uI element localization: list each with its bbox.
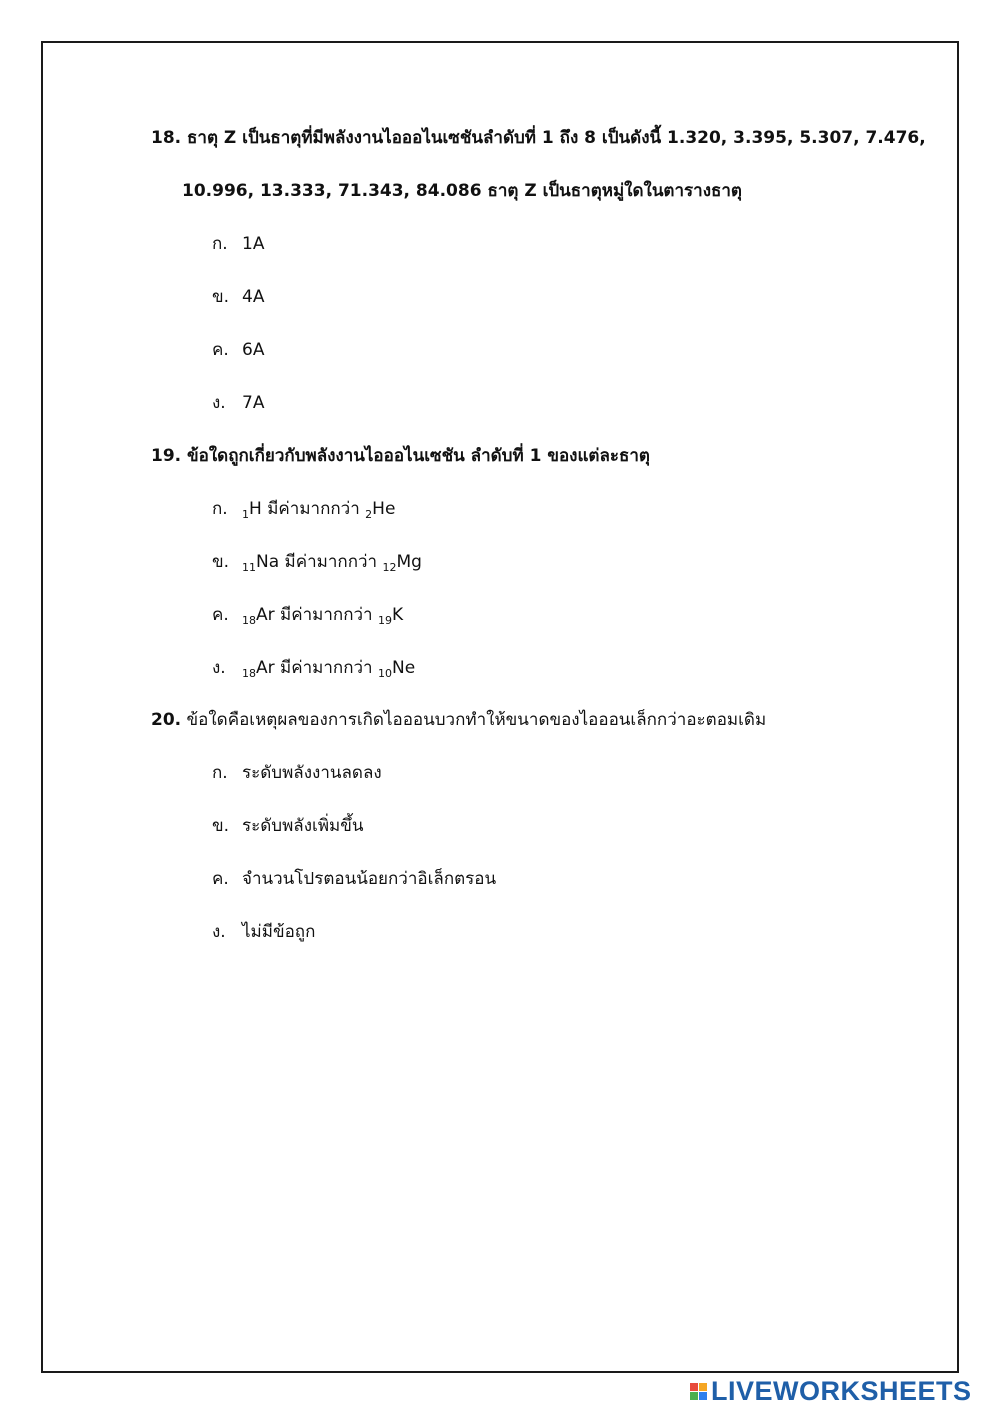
element-symbol: Ar bbox=[256, 605, 275, 625]
question-18-choice-c[interactable] bbox=[212, 338, 264, 362]
logo-text: LIVEWORKSHEETS bbox=[711, 1375, 972, 1406]
atomic-number: 1 bbox=[242, 508, 249, 521]
choice-text: จำนวนโปรตอนน้อยกว่าอิเล็กตรอน bbox=[242, 869, 497, 889]
choice-letter: ข. bbox=[212, 816, 230, 836]
question-18-continuation: 10.996, 13.333, 71.343, 84.086 ธาตุ Z เป็นธาตุหมู่ใดในตารางธาตุ bbox=[182, 181, 742, 201]
choice-letter: ค. bbox=[212, 605, 229, 625]
question-19-choice-d[interactable] bbox=[212, 656, 415, 686]
question-19-choice-a[interactable] bbox=[212, 497, 395, 527]
choice-text: ระดับพลังงานลดลง bbox=[242, 763, 382, 783]
question-18-choice-a[interactable] bbox=[212, 232, 264, 256]
logo-mark-square bbox=[699, 1392, 707, 1400]
element-symbol: Ne bbox=[392, 658, 416, 678]
choice-text: 1A bbox=[242, 234, 265, 254]
logo-mark-square bbox=[699, 1383, 707, 1391]
element-symbol: Na bbox=[256, 552, 280, 572]
choice-letter: ก. bbox=[212, 763, 228, 783]
choice-letter: ก. bbox=[212, 499, 228, 519]
choice-letter: ข. bbox=[212, 287, 230, 307]
question-19-choice-b[interactable] bbox=[212, 550, 422, 580]
atomic-number: 18 bbox=[242, 614, 256, 627]
question-20-choice-c[interactable] bbox=[212, 867, 496, 891]
question-18-choice-b[interactable] bbox=[212, 285, 264, 309]
choice-letter: ค. bbox=[212, 869, 229, 889]
comparison-text: มีค่ามากกว่า bbox=[274, 605, 378, 625]
question-body: ข้อใดคือเหตุผลของการเกิดไอออนบวกทำให้ขนาดของไอออนเล็กกว่าอะตอมเดิม bbox=[181, 710, 767, 730]
logo-mark-square bbox=[690, 1392, 698, 1400]
question-18-choice-d[interactable] bbox=[212, 391, 264, 415]
choice-letter: ค. bbox=[212, 340, 229, 360]
choice-letter: ก. bbox=[212, 234, 228, 254]
element-symbol: He bbox=[372, 499, 396, 519]
choice-letter: ง. bbox=[212, 658, 226, 678]
logo-mark-icon bbox=[690, 1383, 707, 1400]
atomic-number: 2 bbox=[365, 508, 373, 521]
question-20-choice-b[interactable] bbox=[212, 814, 363, 838]
atomic-number: 19 bbox=[378, 614, 392, 627]
atomic-number: 11 bbox=[242, 561, 256, 574]
comparison-text: มีค่ามากกว่า bbox=[279, 552, 383, 572]
question-19-choice-c[interactable] bbox=[212, 603, 403, 633]
choice-text: ระดับพลังเพิ่มขึ้น bbox=[242, 816, 364, 836]
choice-text: 4A bbox=[242, 287, 265, 307]
choice-text: 6A bbox=[242, 340, 265, 360]
liveworksheets-logo bbox=[690, 1376, 972, 1406]
atomic-number: 10 bbox=[378, 667, 392, 680]
choice-letter: ข. bbox=[212, 552, 230, 572]
atomic-number: 18 bbox=[242, 667, 256, 680]
question-20-text bbox=[151, 708, 766, 732]
choice-letter: ง. bbox=[212, 922, 226, 942]
question-20-choice-a[interactable] bbox=[212, 761, 382, 785]
element-symbol: Mg bbox=[396, 552, 422, 572]
comparison-text: มีค่ามากกว่า bbox=[261, 499, 366, 519]
question-18-text: 18. ธาตุ Z เป็นธาตุที่มีพลังงานไอออไนเซชันลำดับที่ 1 ถึง 8 เป็นดังนี้ 1.320, 3.395, 5.307, 7.476, bbox=[151, 128, 926, 148]
question-20-choice-d[interactable] bbox=[212, 920, 315, 944]
choice-letter: ง. bbox=[212, 393, 226, 413]
choice-text: ไม่มีข้อถูก bbox=[242, 922, 316, 942]
logo-mark-square bbox=[690, 1383, 698, 1391]
element-symbol: K bbox=[392, 605, 404, 625]
comparison-text: มีค่ามากกว่า bbox=[274, 658, 378, 678]
atomic-number: 12 bbox=[382, 561, 397, 574]
element-symbol: H bbox=[249, 499, 262, 519]
element-symbol: Ar bbox=[256, 658, 275, 678]
question-number: 20. bbox=[151, 710, 182, 730]
page-border bbox=[41, 41, 959, 1373]
choice-text: 7A bbox=[242, 393, 265, 413]
question-19-text: 19. ข้อใดถูกเกี่ยวกับพลังงานไอออไนเซชัน ลำดับที่ 1 ของแต่ละธาตุ bbox=[151, 446, 650, 466]
